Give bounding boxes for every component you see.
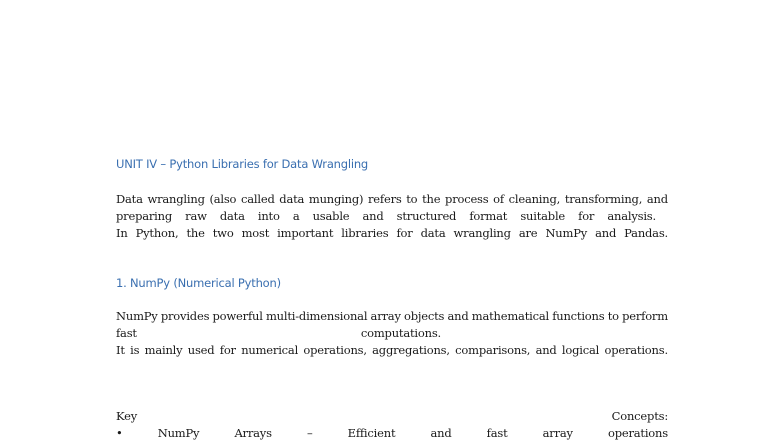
word: the — [186, 226, 205, 240]
word: into — [257, 209, 280, 223]
word: suitable — [520, 209, 566, 223]
word: most — [241, 226, 270, 240]
section-heading-numpy: 1. NumPy (Numerical Python) — [116, 276, 281, 290]
word: array — [370, 309, 401, 323]
word: and — [447, 309, 469, 323]
word: functions — [552, 309, 605, 323]
word: NumPy — [116, 309, 158, 323]
word: objects — [404, 309, 445, 323]
intro-line-1 — [116, 192, 668, 206]
numpy-line-3 — [116, 343, 668, 357]
word: Arrays — [234, 426, 272, 440]
word: operations. — [604, 343, 668, 357]
word: transforming, — [564, 192, 643, 206]
word: fast — [486, 426, 508, 440]
word: provides — [160, 309, 210, 323]
word: format — [469, 209, 508, 223]
word: libraries — [341, 226, 389, 240]
word: Key — [116, 409, 137, 423]
word: refers — [368, 192, 402, 206]
intro-line-3 — [116, 226, 668, 240]
word: multi-dimensional — [265, 309, 368, 323]
word: analysis. — [607, 209, 656, 223]
word: to — [607, 309, 619, 323]
word: are — [518, 226, 538, 240]
word: data — [219, 209, 245, 223]
word: data — [420, 226, 446, 240]
unit-title: UNIT IV – Python Libraries for Data Wrangling — [116, 157, 369, 171]
word: of — [493, 192, 504, 206]
word: process — [445, 192, 489, 206]
word: two — [212, 226, 234, 240]
word: raw — [185, 209, 207, 223]
word: fast — [116, 326, 137, 340]
word: usable — [312, 209, 350, 223]
word: wrangling — [147, 192, 205, 206]
intro-line-2 — [116, 209, 656, 223]
word: array — [542, 426, 573, 440]
word: called — [240, 192, 275, 206]
numpy-line-2 — [116, 326, 441, 340]
word: is — [130, 343, 140, 357]
word: and — [595, 226, 617, 240]
word: mathematical — [471, 309, 549, 323]
word: comparisons, — [455, 343, 531, 357]
word: cleaning, — [508, 192, 561, 206]
word: powerful — [212, 309, 263, 323]
word: munging) — [308, 192, 364, 206]
word: Pandas. — [624, 226, 668, 240]
word: a — [292, 209, 300, 223]
word: (also — [209, 192, 237, 206]
word: for — [578, 209, 595, 223]
word: for — [396, 226, 413, 240]
word: the — [422, 192, 441, 206]
word: data — [279, 192, 305, 206]
word: mainly — [144, 343, 183, 357]
word: and — [646, 192, 668, 206]
word: aggregations, — [372, 343, 450, 357]
word: and — [535, 343, 557, 357]
word: operations — [607, 426, 668, 440]
word: preparing — [116, 209, 173, 223]
word: NumPy — [545, 226, 588, 240]
key-concepts-line — [116, 409, 668, 423]
word: for — [219, 343, 236, 357]
word: It — [116, 343, 125, 357]
word: numerical — [241, 343, 299, 357]
word: NumPy — [157, 426, 200, 440]
word: structured — [396, 209, 457, 223]
word: operations, — [303, 343, 367, 357]
word: • — [116, 426, 123, 440]
numpy-line-1 — [116, 309, 668, 323]
word: and — [362, 209, 384, 223]
word: logical — [561, 343, 600, 357]
word: computations. — [360, 326, 441, 340]
word: In — [116, 226, 128, 240]
word: – — [306, 426, 313, 440]
word: perform — [622, 309, 668, 323]
word: used — [187, 343, 215, 357]
word: Concepts: — [611, 409, 668, 423]
word: Efficient — [347, 426, 396, 440]
word: to — [406, 192, 418, 206]
word: and — [430, 426, 452, 440]
word: wrangling — [453, 226, 511, 240]
bullet-numpy-arrays — [116, 426, 668, 440]
word: Data — [116, 192, 143, 206]
word: Python, — [135, 226, 179, 240]
word: important — [277, 226, 334, 240]
